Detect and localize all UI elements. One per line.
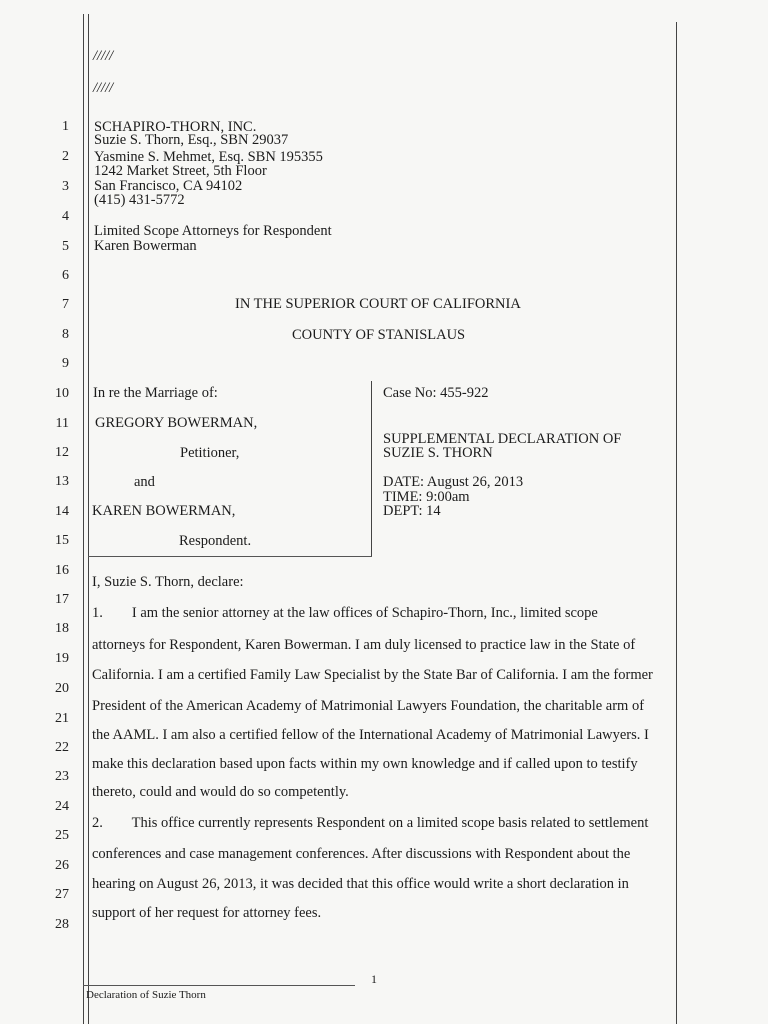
body-line: conferences and case management conferences. After discussions with Respondent about the [92,846,631,862]
body-line: attorneys for Respondent, Karen Bowerman. I am duly licensed to practice law in the State of [92,637,636,653]
line-number: 8 [62,327,69,342]
caption-bottom-rule [88,556,372,557]
footer-page-number: 1 [371,972,377,986]
caption-petitioner-label: Petitioner, [180,445,240,461]
counsel-role: Limited Scope Attorneys for Respondent [94,223,332,239]
case-number: Case No: 455-922 [383,385,489,401]
counsel-line: Suzie S. Thorn, Esq., SBN 29037 [94,132,289,148]
line-number: 3 [62,179,69,194]
body-line: thereto, could and would do so competently. [92,784,349,800]
document-title: SUPPLEMENTAL DECLARATION OF [383,431,622,447]
caption-divider [371,381,372,557]
counsel-line: San Francisco, CA 94102 [94,178,243,194]
counsel-line: (415) 431-5772 [94,192,185,208]
line-number: 2 [62,149,69,164]
line-number: 17 [55,592,69,607]
body-line: the AAML. I am also a certified fellow of the International Academy of Matrimonial Lawyers. I [92,727,649,743]
line-number: 22 [55,740,69,755]
line-number: 5 [62,239,69,254]
caption-respondent-label: Respondent. [179,533,252,549]
line-number: 25 [55,828,69,843]
line-number: 16 [55,563,69,578]
caption-petitioner-name: GREGORY BOWERMAN, [95,415,258,431]
line-number: 15 [55,533,69,548]
counsel-line: 1242 Market Street, 5th Floor [94,163,267,179]
body-line: 2. This office currently represents Respondent on a limited scope basis related to settlement [92,815,649,831]
caption-and: and [134,474,155,490]
line-number: 27 [55,887,69,902]
line-number: 7 [62,297,69,312]
line-number: 12 [55,445,69,460]
body-line: support of her request for attorney fees. [92,905,322,921]
line-number: 21 [55,711,69,726]
line-number: 10 [55,386,69,401]
caption-in-re: In re the Marriage of: [93,385,218,401]
left-margin-line-outer [83,14,84,1024]
line-number: 26 [55,858,69,873]
left-margin-line-inner [88,14,89,1024]
court-county: COUNTY OF STANISLAUS [292,327,466,343]
declaration-intro: I, Suzie S. Thorn, declare: [92,574,244,590]
body-line: California. I am a certified Family Law Specialist by the State Bar of California. I am the former [92,667,653,683]
line-number: 6 [62,268,69,283]
line-number: 19 [55,651,69,666]
line-number: 9 [62,356,69,371]
line-number: 14 [55,504,69,519]
body-line: make this declaration based upon facts within my own knowledge and if called upon to testify [92,756,638,772]
hearing-date: DATE: August 26, 2013 [383,474,524,490]
counsel-role: Karen Bowerman [94,238,197,254]
line-number: 20 [55,681,69,696]
caption-respondent-name: KAREN BOWERMAN, [92,503,236,519]
line-number: 24 [55,799,69,814]
body-line: 1. I am the senior attorney at the law offices of Schapiro-Thorn, Inc., limited scope [92,605,598,621]
counsel-firm: SCHAPIRO-THORN, INC. [94,119,257,135]
line-number: 1 [62,119,69,134]
court-name: IN THE SUPERIOR COURT OF CALIFORNIA [235,296,521,312]
slash-marks-2: ///// [93,80,114,96]
body-line: President of the American Academy of Matrimonial Lawyers Foundation, the charitable arm of [92,698,645,714]
line-number: 11 [55,416,69,431]
line-number: 13 [55,474,69,489]
hearing-dept: DEPT: 14 [383,503,441,519]
line-number: 23 [55,769,69,784]
body-line: hearing on August 26, 2013, it was decided that this office would write a short declaration in [92,876,629,892]
hearing-time: TIME: 9:00am [383,489,470,505]
document-title: SUZIE S. THORN [383,445,493,461]
line-number: 18 [55,621,69,636]
line-number: 28 [55,917,69,932]
line-number: 4 [62,209,69,224]
footer-rule [83,985,355,986]
right-margin-line [676,22,677,1024]
counsel-line: Yasmine S. Mehmet, Esq. SBN 195355 [94,149,323,165]
slash-marks-1: ///// [93,48,114,64]
footer-title: Declaration of Suzie Thorn [86,989,206,1001]
